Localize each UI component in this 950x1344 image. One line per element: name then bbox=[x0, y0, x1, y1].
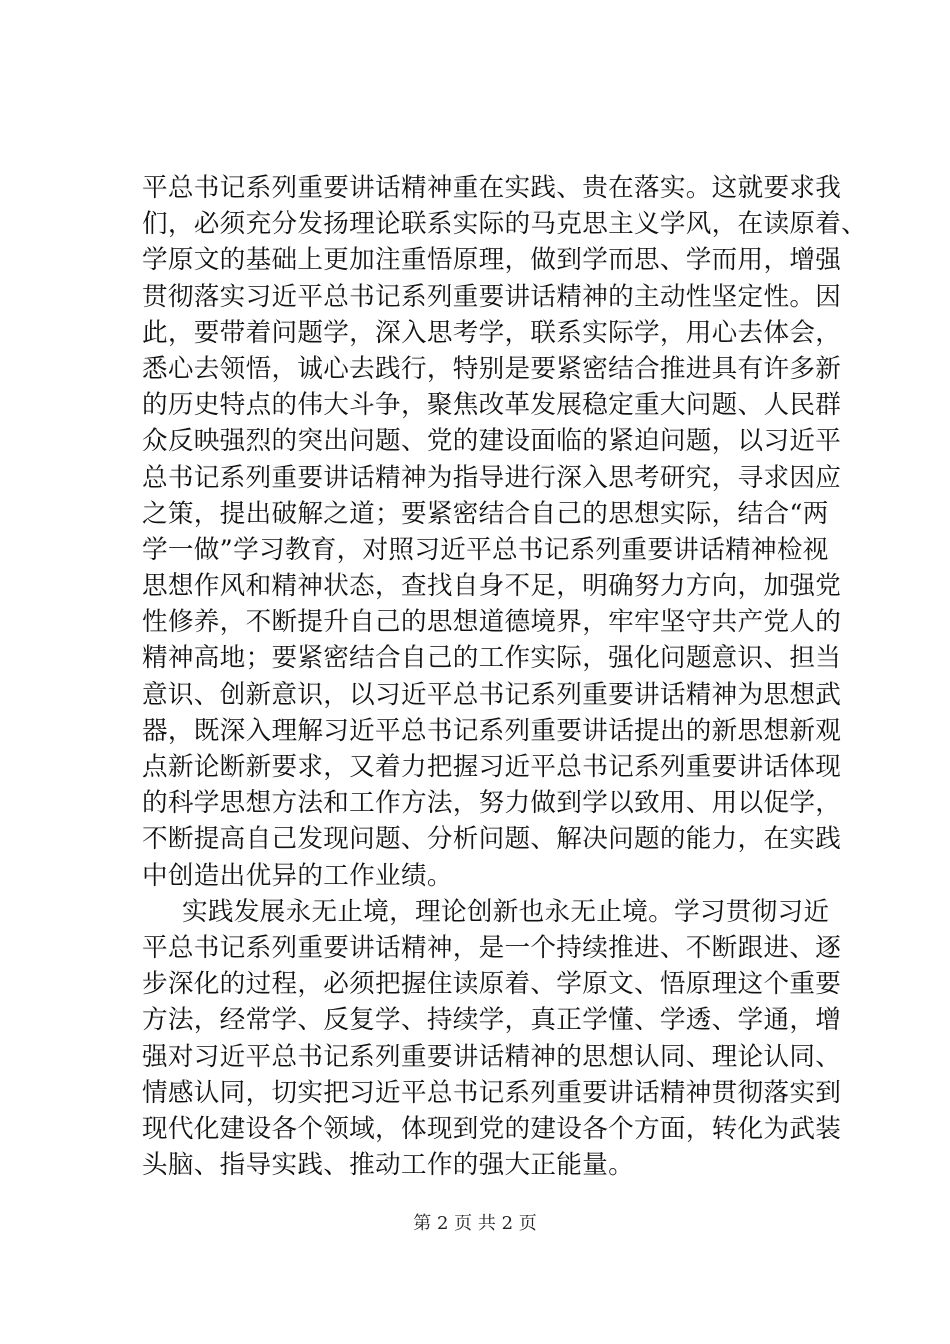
paragraph-1-line-12: 思想作风和精神状态，查找自身不足，明确努力方向，加强党 bbox=[142, 571, 842, 602]
paragraph-1-line-20: 中创造出优异的工作业绩。 bbox=[142, 860, 453, 891]
page-footer bbox=[0, 1212, 950, 1236]
paragraph-2-line-7: 现代化建设各个领域，体现到党的建设各个方面，转化为武装 bbox=[142, 1113, 842, 1144]
paragraph-1-line-19: 不断提高自己发现问题、分析问题、解决问题的能力，在实践 bbox=[142, 824, 842, 855]
paragraph-1-line-15: 意识、创新意识，以习近平总书记系列重要讲话精神为思想武 bbox=[142, 679, 842, 710]
paragraph-2-line-2: 平总书记系列重要讲话精神，是一个持续推进、不断跟进、逐 bbox=[142, 932, 842, 963]
paragraph-2-line-6: 情感认同，切实把习近平总书记系列重要讲话精神贯彻落实到 bbox=[142, 1077, 842, 1108]
paragraph-1-line-5: 此，要带着问题学，深入思考学，联系实际学，用心去体会， bbox=[142, 317, 842, 348]
paragraph-1-line-13: 性修养，不断提升自己的思想道德境界，牢牢坚守共产党人的 bbox=[142, 607, 842, 638]
paragraph-2-line-3: 步深化的过程，必须把握住读原着、学原文、悟原理这个重要 bbox=[142, 969, 842, 1000]
paragraph-2-line-1: 实践发展永无止境，理论创新也永无止境。学习贯彻习近 bbox=[182, 896, 830, 927]
paragraph-1-line-7: 的历史特点的伟大斗争，聚焦改革发展稳定重大问题、人民群 bbox=[142, 390, 842, 421]
paragraph-1-line-10: 之策，提出破解之道；要紧密结合自己的思想实际，结合“两 bbox=[142, 498, 829, 529]
paragraph-2-line-4: 方法，经常学、反复学、持续学，真正学懂、学透、学通，增 bbox=[142, 1005, 842, 1036]
paragraph-1-line-18: 的科学思想方法和工作方法，努力做到学以致用、用以促学， bbox=[142, 788, 842, 819]
paragraph-2-line-8: 头脑、指导实践、推动工作的强大正能量。 bbox=[142, 1150, 634, 1181]
paragraph-1-line-1: 平总书记系列重要讲话精神重在实践、贵在落实。这就要求我 bbox=[142, 173, 842, 203]
paragraph-1-line-6: 悉心去领悟，诚心去践行，特别是要紧密结合推进具有许多新 bbox=[142, 353, 842, 384]
page-number-text: 第 2 页 共 2 页 bbox=[413, 1213, 537, 1234]
paragraph-1-line-3: 学原文的基础上更加注重悟原理，做到学而思、学而用，增强 bbox=[142, 245, 842, 276]
document-body bbox=[142, 170, 868, 1183]
paragraph-1-line-16: 器，既深入理解习近平总书记系列重要讲话提出的新思想新观 bbox=[142, 715, 842, 746]
paragraph-1-line-17: 点新论断新要求，又着力把握习近平总书记系列重要讲话体现 bbox=[142, 752, 842, 782]
paragraph-1-line-9: 总书记系列重要讲话精神为指导进行深入思考研究，寻求因应 bbox=[142, 462, 842, 493]
paragraph-2-line-5: 强对习近平总书记系列重要讲话精神的思想认同、理论认同、 bbox=[142, 1041, 842, 1072]
paragraph-1-line-14: 精神高地；要紧密结合自己的工作实际，强化问题意识、担当 bbox=[142, 643, 842, 674]
paragraph-1-line-8: 众反映强烈的突出问题、党的建设面临的紧迫问题，以习近平 bbox=[142, 426, 842, 457]
paragraph-1-line-11: 学一做”学习教育，对照习近平总书记系列重要讲话精神检视 bbox=[142, 534, 829, 565]
paragraph-1-line-2: 们，必须充分发扬理论联系实际的马克思主义学风，在读原着、 bbox=[142, 209, 868, 240]
paragraph-1-line-4: 贯彻落实习近平总书记系列重要讲话精神的主动性坚定性。因 bbox=[142, 281, 842, 312]
